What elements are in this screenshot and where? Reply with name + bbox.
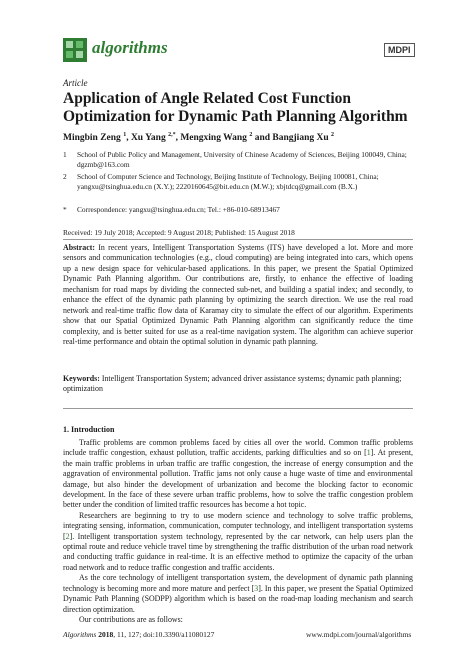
author-list: Mingbin Zeng $^1$, Xu Yang $^{2,*}$, Mengxing Wang $^2$ and Bangjiang Xu $^2$	[63, 132, 334, 144]
author-affiliation-mark: 2	[331, 132, 334, 138]
author-name: Mengxing Wang	[180, 133, 247, 144]
affiliation-text: Correspondence: yangxu@tsinghua.edu.cn; Tel.: +86-010-68913467	[77, 205, 280, 214]
publication-dates: Received: 19 July 2018; Accepted: 9 August 2018; Published: 15 August 2018	[63, 228, 295, 237]
paragraph-text: Researchers are beginning to try to use modern science and technology to solve traffic problems, integrating sensing, information, communication, computer technology, and intelligent transportation systems [	[63, 510, 413, 541]
affiliation-mark: 2	[63, 172, 67, 181]
author-name: Xu Yang	[130, 133, 166, 144]
footer-year: 2018	[98, 630, 114, 639]
paragraph-text: Traffic problems are common problems faced by cities all over the world. Common traffic problems include traffic congestion, exhaust pollution, traffic accidents, parking difficulties and so on [	[63, 438, 413, 458]
journal-logo-icon	[63, 38, 87, 62]
body-text	[63, 438, 413, 625]
citation-link[interactable]: 3	[254, 583, 259, 593]
keywords	[63, 374, 413, 395]
article-type-label: Article	[63, 78, 88, 88]
footer-url[interactable]: www.mdpi.com/journal/algorithms	[306, 630, 412, 639]
divider	[63, 239, 413, 240]
section-heading: 1. Introduction	[63, 425, 115, 434]
keywords-label: Keywords:	[63, 374, 100, 383]
paragraph: Our contributions are as follows:	[79, 614, 183, 624]
paragraph	[63, 511, 413, 573]
footer-citation	[63, 630, 214, 639]
affiliation-text: School of Public Policy and Management, University of Chinese Academy of Sciences, Beijing 100049, China; dgzmb@163.com	[77, 150, 407, 169]
abstract	[63, 243, 413, 348]
abstract-label: Abstract:	[63, 243, 95, 252]
affiliation-1	[63, 150, 423, 172]
citation-link[interactable]: 2	[65, 531, 70, 541]
author-affiliation-mark: 2	[249, 132, 253, 138]
divider	[63, 408, 413, 409]
author-affiliation-mark: 2,*	[168, 132, 176, 138]
paragraph-text: As the core technology of intelligent transportation system, the development of dynamic path planning technology is becoming more and more mature and perfect [	[63, 573, 413, 593]
footer-journal: Algorithms	[63, 630, 97, 639]
paragraph-text: ]. At present, the main traffic problems in urban traffic are traffic congestion, the increase of energy consumption and the aggravation of environmental pollution. Traffic jams not only cause a huge waste of time and environmental damage, but also hinder the development of urbanization and become the blocking factor to economic development. In the face of these severe urban traffic problems, how to solve the traffic congestion problem better under the condition of limited traffic resources has become a hot topic.	[63, 448, 413, 510]
paragraph-text: ]. In this paper, we present the Spatial Optimized Dynamic Path Planning (SODPP) algorithm which is based on the road-map loading mechanism and search direction optimization.	[63, 583, 414, 614]
affiliation-mark: *	[63, 205, 67, 214]
footer-doi: , 11, 127; doi:10.3390/a11080127	[113, 630, 215, 639]
paragraph	[63, 573, 413, 615]
affiliation-text: School of Computer Science and Technology, Beijing Institute of Technology, Beijing 100081, China; yangxu@tsinghua.edu.cn (X.Y.); 2220160645@bit.edu.cn (M.W.); xbjtdcq@gmail.com (B.X.)	[77, 172, 379, 191]
journal-name: algorithms	[92, 38, 168, 57]
abstract-text: In recent years, Intelligent Transportation Systems (ITS) have developed a lot. More and more sensors and communication technologies (e.g., cloud computing) are being integrated into cars, which opens up a new design space for vehicular-based applications. In this paper, we present the Spatial Optimized Dynamic Path Planning algorithm. Our contributions are, firstly, to enhance the effective of loading mechanism for road maps by dividing the connected sub-net, and building a spatial index; and secondly, to enhance the effect of the dynamic path planning by optimizing the search direction. We use the real road network and real-time traffic flow data of Karamay city to simulate the effect of our algorithm. Experiments show that our Spatial Optimized Dynamic Path Planning algorithm can significantly reduce the time complexity, and is better suited for use as a real-time navigation system. The algorithm can achieve superior real-time performance and obtain the optimal solution in dynamic path planning.	[63, 243, 413, 347]
author-affiliation-mark: 1	[123, 132, 127, 138]
correspondence	[63, 205, 423, 217]
paragraph-text: ]. Intelligent transportation system technology, represented by the car network, can help users plan the optimal route and reduce vehicle travel time by strengthening the traffic distribution of the urban road network and conducting traffic guidance in real-time. It is an effective method to optimize the capacity of the urban road network and to reduce traffic congestion and traffic accidents.	[63, 531, 413, 572]
citation-link[interactable]: 1	[366, 448, 371, 458]
paragraph	[63, 438, 413, 511]
affiliation-2	[63, 172, 423, 202]
affiliation-mark: 1	[63, 150, 67, 159]
paper-title: Application of Angle Related Cost Function Optimization for Dynamic Path Planning Algorithm	[63, 90, 408, 125]
author-name: Mingbin Zeng	[63, 133, 121, 144]
publisher-logo: MDPI	[384, 43, 415, 57]
keywords-text: Intelligent Transportation System; advanced driver assistance systems; dynamic path planning; optimization	[63, 374, 402, 394]
author-name: Bangjiang Xu	[272, 133, 329, 144]
